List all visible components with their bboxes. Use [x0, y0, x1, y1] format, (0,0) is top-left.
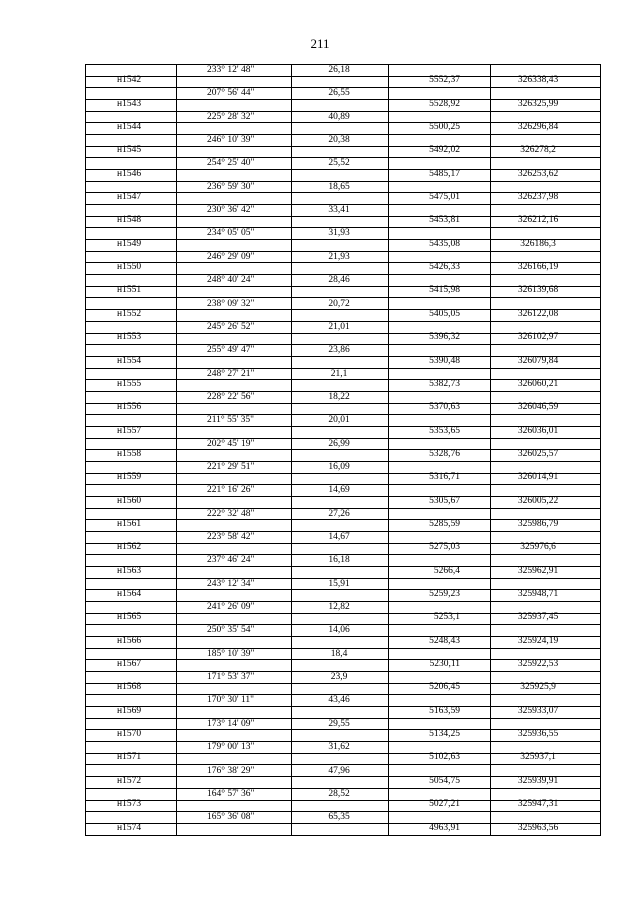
x-coordinate-cell: 5492,02 [429, 145, 460, 156]
x-coordinate-cell: 5485,17 [429, 168, 460, 179]
y-coordinate-cell: 325933,07 [517, 705, 559, 716]
distance-cell: 43,46 [328, 695, 350, 706]
y-coordinate-cell: 326122,08 [517, 308, 559, 319]
x-coordinate-cell: 5396,32 [429, 332, 460, 343]
x-coordinate-cell: 5353,65 [429, 425, 460, 436]
distance-cell: 40,89 [328, 111, 350, 122]
angle-cell: 211° 55' 35" [207, 415, 255, 426]
x-coordinate-cell: 5305,67 [429, 495, 460, 506]
angle-cell: 246° 29' 09" [207, 251, 255, 262]
y-coordinate-cell: 326025,57 [517, 448, 559, 459]
point-name-cell: н1561 [117, 518, 142, 529]
y-coordinate-cell: 325936,55 [517, 729, 559, 740]
y-coordinate-cell: 326212,16 [517, 215, 559, 226]
distance-cell: 27,26 [328, 508, 350, 519]
point-name-cell: н1546 [117, 168, 142, 179]
y-coordinate-cell: 325939,91 [517, 775, 559, 786]
x-coordinate-cell: 5253,1 [433, 612, 460, 623]
angle-cell: 222° 32' 48" [207, 508, 255, 519]
x-coordinate-cell: 5275,03 [429, 542, 460, 553]
table-row [85, 368, 601, 391]
distance-cell: 23,86 [328, 345, 350, 356]
point-name-cell: н1554 [117, 355, 142, 366]
distance-cell: 21,1 [330, 368, 348, 379]
point-name-cell: н1573 [117, 799, 142, 810]
angle-cell: 254° 25' 40" [207, 158, 255, 169]
point-name-cell: н1569 [117, 705, 142, 716]
distance-cell: 65,35 [328, 812, 350, 823]
x-coordinate-cell: 5328,76 [429, 448, 460, 459]
y-coordinate-cell: 326186,3 [520, 238, 556, 249]
distance-cell: 47,96 [328, 765, 350, 776]
y-coordinate-cell: 326079,84 [517, 355, 559, 366]
angle-cell: 243° 12' 34" [207, 578, 255, 589]
y-coordinate-cell: 326278,2 [520, 145, 556, 156]
distance-cell: 21,93 [328, 251, 350, 262]
y-coordinate-cell: 326014,91 [517, 472, 559, 483]
table-row [85, 811, 601, 834]
y-coordinate-cell: 325947,31 [517, 799, 559, 810]
angle-cell: 171° 53' 37" [207, 672, 255, 683]
angle-cell: 233° 12' 48" [207, 65, 255, 75]
x-coordinate-cell: 5382,73 [429, 378, 460, 389]
angle-cell: 221° 29' 51" [207, 461, 255, 472]
angle-cell: 238° 09' 32" [207, 298, 255, 309]
point-name-cell: н1560 [117, 495, 142, 506]
table-row [85, 765, 601, 788]
point-name-cell: н1555 [117, 378, 142, 389]
point-name-cell: н1558 [117, 448, 142, 459]
y-coordinate-cell: 325948,71 [517, 589, 559, 600]
distance-cell: 15,91 [328, 578, 350, 589]
angle-cell: 176° 38' 29" [207, 765, 255, 776]
x-coordinate-cell: 5415,98 [429, 285, 460, 296]
x-coordinate-cell: 5390,48 [429, 355, 460, 366]
angle-cell: 245° 26' 52" [207, 321, 255, 332]
distance-cell: 28,46 [328, 275, 350, 286]
distance-cell: 20,01 [328, 415, 350, 426]
distance-cell: 25,52 [328, 158, 350, 169]
point-name-cell: н1562 [117, 542, 142, 553]
distance-cell: 14,67 [328, 532, 350, 542]
table-row [85, 204, 601, 227]
x-coordinate-cell: 5426,33 [429, 262, 460, 273]
angle-cell: 164° 57' 36" [207, 788, 255, 799]
distance-cell: 31,62 [328, 742, 350, 753]
table-row [85, 624, 601, 647]
point-name-cell: н1564 [117, 589, 142, 600]
point-name-cell: н1549 [117, 238, 142, 249]
angle-cell: 230° 36' 42" [207, 205, 255, 216]
angle-cell: 234° 05' 05" [207, 228, 255, 239]
y-coordinate-cell: 326296,84 [517, 122, 559, 133]
table-row [85, 64, 601, 87]
point-name-cell: н1542 [117, 75, 142, 86]
point-name-cell: н1548 [117, 215, 142, 226]
distance-cell: 18,4 [330, 648, 348, 659]
y-coordinate-cell: 325925,9 [520, 682, 556, 693]
x-coordinate-cell: 5230,11 [429, 659, 460, 670]
angle-cell: 207° 56' 44" [207, 88, 255, 99]
point-name-cell: н1570 [117, 729, 142, 740]
angle-cell: 173° 14' 09" [207, 718, 255, 729]
point-name-cell: н1551 [117, 285, 142, 296]
y-coordinate-cell: 326102,97 [517, 332, 559, 343]
y-coordinate-cell: 326338,43 [517, 75, 559, 86]
page-number: 211 [310, 36, 330, 51]
x-coordinate-cell: 5528,92 [429, 98, 460, 109]
table-row [85, 461, 601, 484]
angle-cell: 246° 10' 39" [207, 135, 255, 146]
distance-cell: 18,22 [328, 391, 350, 402]
table-row [85, 298, 601, 321]
point-name-cell: н1556 [117, 402, 142, 413]
angle-cell: 221° 16' 26" [207, 485, 255, 496]
y-coordinate-cell: 326253,62 [517, 168, 559, 179]
y-coordinate-cell: 326036,01 [517, 425, 559, 436]
point-name-cell: н1571 [117, 752, 142, 763]
point-name-cell: н1565 [117, 612, 142, 623]
angle-cell: 248° 40' 24" [207, 275, 255, 286]
distance-cell: 18,65 [328, 181, 350, 192]
x-coordinate-cell: 4963,91 [429, 822, 460, 833]
table-row [85, 251, 601, 274]
table-row [85, 181, 601, 204]
table-row [85, 578, 601, 601]
point-name-cell: н1550 [117, 262, 142, 273]
angle-cell: 248° 27' 21" [207, 368, 255, 379]
x-coordinate-cell: 5453,81 [429, 215, 460, 226]
y-coordinate-cell: 325962,91 [517, 565, 559, 576]
distance-cell: 23,9 [330, 672, 348, 683]
distance-cell: 28,52 [328, 788, 350, 799]
table-row [85, 157, 601, 180]
point-name-cell: н1552 [117, 308, 142, 319]
table-row [85, 227, 601, 250]
angle-cell: 223° 58' 42" [207, 532, 255, 542]
table-row [85, 414, 601, 437]
point-name-cell: н1543 [117, 98, 142, 109]
distance-cell: 33,41 [328, 205, 350, 216]
x-coordinate-cell: 5316,71 [429, 472, 460, 483]
point-name-cell: н1563 [117, 565, 142, 576]
table-row [85, 508, 601, 531]
distance-cell: 26,55 [328, 88, 350, 99]
x-coordinate-cell: 5134,25 [429, 729, 460, 740]
y-coordinate-cell: 326139,68 [517, 285, 559, 296]
y-coordinate-cell: 326325,99 [517, 98, 559, 109]
y-coordinate-cell: 326166,19 [517, 262, 559, 273]
x-coordinate-cell: 5266,4 [433, 565, 460, 576]
point-name-cell: н1567 [117, 659, 142, 670]
table-row [85, 741, 601, 764]
table-row [85, 694, 601, 717]
table-row [85, 391, 601, 414]
angle-cell: 237° 46' 24" [207, 555, 255, 566]
x-coordinate-cell: 5475,01 [429, 192, 460, 203]
distance-cell: 26,18 [328, 65, 350, 75]
angle-cell: 202° 45' 19" [207, 438, 255, 449]
x-coordinate-cell: 5206,45 [429, 682, 460, 693]
distance-cell: 12,82 [328, 602, 350, 613]
point-name-cell: н1559 [117, 472, 142, 483]
distance-cell: 20,38 [328, 135, 350, 146]
distance-cell: 14,69 [328, 485, 350, 496]
y-coordinate-cell: 325963,56 [517, 822, 559, 833]
table-row [85, 788, 601, 811]
y-coordinate-cell: 325922,53 [517, 659, 559, 670]
distance-cell: 29,55 [328, 718, 350, 729]
point-name-cell: н1566 [117, 635, 142, 646]
x-coordinate-cell: 5259,23 [429, 589, 460, 600]
x-coordinate-cell: 5163,59 [429, 705, 460, 716]
distance-cell: 21,01 [328, 321, 350, 332]
x-coordinate-cell: 5370,63 [429, 402, 460, 413]
table-row [85, 554, 601, 577]
row-divider [85, 835, 601, 836]
x-coordinate-cell: 5552,37 [429, 75, 460, 86]
point-name-cell: н1544 [117, 122, 142, 133]
angle-cell: 179° 00' 13" [207, 742, 255, 753]
table-row [85, 438, 601, 461]
x-coordinate-cell: 5027,21 [429, 799, 460, 810]
table-row [85, 671, 601, 694]
table-row [85, 531, 601, 554]
table-row [85, 274, 601, 297]
angle-cell: 228° 22' 56" [207, 391, 255, 402]
y-coordinate-cell: 325976,6 [520, 542, 556, 553]
x-coordinate-cell: 5102,63 [429, 752, 460, 763]
point-name-cell: н1574 [117, 822, 142, 833]
distance-cell: 26,99 [328, 438, 350, 449]
y-coordinate-cell: 326237,98 [517, 192, 559, 203]
angle-cell: 225° 28' 32" [207, 111, 255, 122]
y-coordinate-cell: 326046,59 [517, 402, 559, 413]
x-coordinate-cell: 5054,75 [429, 775, 460, 786]
point-name-cell: н1557 [117, 425, 142, 436]
distance-cell: 16,09 [328, 461, 350, 472]
point-name-cell: н1547 [117, 192, 142, 203]
angle-cell: 255° 49' 47" [207, 345, 255, 356]
x-coordinate-cell: 5435,08 [429, 238, 460, 249]
point-name-cell: н1572 [117, 775, 142, 786]
distance-cell: 20,72 [328, 298, 350, 309]
angle-cell: 165° 36' 08" [207, 812, 255, 823]
table-row [85, 87, 601, 110]
point-name-cell: н1553 [117, 332, 142, 343]
y-coordinate-cell: 325937,1 [520, 752, 556, 763]
distance-cell: 16,18 [328, 555, 350, 566]
table-row [85, 648, 601, 671]
point-name-cell: н1568 [117, 682, 142, 693]
distance-cell: 14,06 [328, 625, 350, 636]
x-coordinate-cell: 5285,59 [429, 518, 460, 529]
x-coordinate-cell: 5405,05 [429, 308, 460, 319]
table-row [85, 344, 601, 367]
angle-cell: 185° 10' 39" [207, 648, 255, 659]
y-coordinate-cell: 326005,22 [517, 495, 559, 506]
table-row [85, 601, 601, 624]
angle-cell: 170° 30' 11" [207, 695, 255, 706]
y-coordinate-cell: 326060,21 [517, 378, 559, 389]
point-name-cell: н1545 [117, 145, 142, 156]
table-row [85, 321, 601, 344]
angle-cell: 236° 59' 30" [207, 181, 255, 192]
x-coordinate-cell: 5248,43 [429, 635, 460, 646]
angle-cell: 241° 26' 09" [207, 602, 255, 613]
distance-cell: 31,93 [328, 228, 350, 239]
table-row [85, 134, 601, 157]
table-row [85, 484, 601, 507]
angle-cell: 250° 35' 54" [207, 625, 255, 636]
y-coordinate-cell: 325937,45 [517, 612, 559, 623]
y-coordinate-cell: 325986,79 [517, 518, 559, 529]
y-coordinate-cell: 325924,19 [517, 635, 559, 646]
x-coordinate-cell: 5500,25 [429, 122, 460, 133]
table-row [85, 111, 601, 134]
table-row [85, 718, 601, 741]
